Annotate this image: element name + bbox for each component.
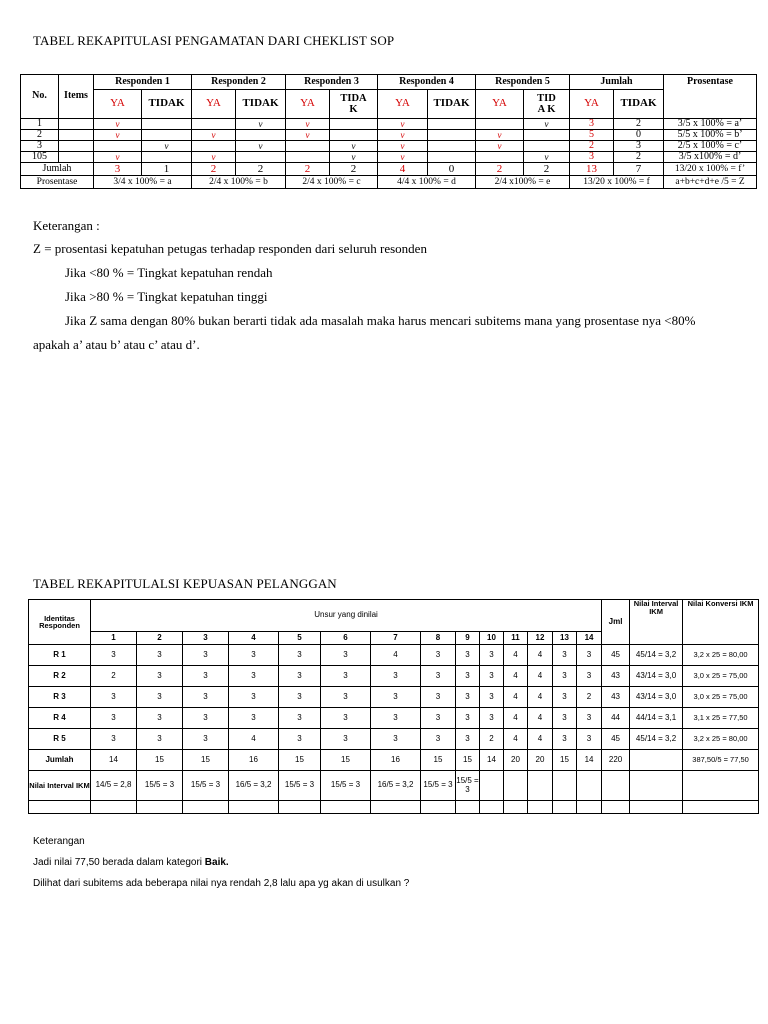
jml-cell: 44 [602, 708, 630, 729]
score-cell: 4 [528, 666, 553, 687]
keterangan-heading: Keterangan : [33, 218, 100, 233]
check-cell [330, 130, 378, 141]
score-cell: 3 [480, 666, 504, 687]
tidak-count: 3 [614, 141, 664, 152]
score-cell: 3 [553, 687, 577, 708]
check-cell: v [192, 152, 236, 163]
jumlah-cell: 15 [456, 750, 480, 771]
check-cell [192, 119, 236, 130]
score-cell: 4 [528, 729, 553, 750]
nilai-cell [553, 771, 577, 801]
nilai-cell [528, 771, 553, 801]
row-no: 105 [21, 152, 59, 163]
score-cell: 3 [577, 729, 602, 750]
tidak-count: 2 [614, 119, 664, 130]
check-cell: v [192, 130, 236, 141]
nilai-cell: 16/5 = 3,2 [229, 771, 279, 801]
empty-cell [602, 771, 630, 801]
nilai-cell: 15/5 = 3 [137, 771, 183, 801]
jumlah-cell: 2 [476, 163, 524, 176]
check-cell: v [286, 119, 330, 130]
score-cell: 3 [137, 687, 183, 708]
score-cell: 3 [229, 687, 279, 708]
jumlah-cell: 14 [480, 750, 504, 771]
score-cell: 3 [229, 666, 279, 687]
jml-cell: 45 [602, 729, 630, 750]
interval-cell: 45/14 = 3,2 [630, 645, 683, 666]
score-cell: 3 [137, 729, 183, 750]
row-no: 2 [21, 130, 59, 141]
score-cell: 3 [371, 687, 421, 708]
check-cell [330, 119, 378, 130]
unsur-number: 7 [371, 632, 421, 645]
row-items [59, 141, 94, 152]
check-cell: v [378, 141, 428, 152]
prosentase-cell: 3/4 x 100% = a [94, 176, 192, 189]
ya-header: YA [570, 90, 614, 119]
responden-label: R 1 [29, 645, 91, 666]
jumlah-cell: 15 [137, 750, 183, 771]
empty-cell [229, 801, 279, 814]
tidak-count: 2 [614, 152, 664, 163]
score-cell: 3 [421, 666, 456, 687]
kategori-baik: Baik. [204, 857, 229, 868]
score-cell: 3 [577, 645, 602, 666]
keterangan2-text: Jadi nilai 77,50 berada dalam kategori [33, 857, 205, 868]
ya-header: YA [286, 90, 330, 119]
score-cell: 3 [577, 666, 602, 687]
score-cell: 4 [229, 729, 279, 750]
sop-row [21, 119, 757, 130]
check-cell: v [94, 130, 142, 141]
score-cell: 4 [504, 708, 528, 729]
unsur-number: 6 [321, 632, 371, 645]
unsur-number: 3 [183, 632, 229, 645]
check-cell: v [524, 152, 570, 163]
score-cell: 3 [183, 687, 229, 708]
check-cell [428, 152, 476, 163]
jumlah-cell: 14 [91, 750, 137, 771]
jumlah-cell: 4 [378, 163, 428, 176]
interval-total [630, 750, 683, 771]
jumlah-cell: 20 [504, 750, 528, 771]
jumlah-cell: 14 [577, 750, 602, 771]
empty-cell [456, 801, 480, 814]
nilai-cell: 15/5 = 3 [456, 771, 480, 801]
empty-cell [683, 771, 759, 801]
score-cell: 3 [421, 687, 456, 708]
row-no: 3 [21, 141, 59, 152]
row-items [59, 152, 94, 163]
jumlah-cell: 2 [192, 163, 236, 176]
prosentase-total: a+b+c+d+e /5 = Z [664, 176, 757, 189]
row-items [59, 130, 94, 141]
empty-cell [371, 801, 421, 814]
check-cell: v [142, 141, 192, 152]
responden-label: R 5 [29, 729, 91, 750]
nilai-interval-label: Nilai Interval IKM [29, 771, 91, 801]
tidak-header: TIDAK [428, 90, 476, 119]
ya-header: YA [192, 90, 236, 119]
konversi-cell: 3,0 x 25 = 75,00 [683, 666, 759, 687]
score-cell: 3 [553, 708, 577, 729]
score-cell: 3 [577, 708, 602, 729]
unsur-number: 5 [279, 632, 321, 645]
jumlah-header: Jumlah [570, 75, 664, 90]
check-cell: v [94, 119, 142, 130]
tidak-header: TIDA K [330, 90, 378, 119]
score-cell: 3 [279, 687, 321, 708]
unsur-number: 11 [504, 632, 528, 645]
score-cell: 3 [137, 708, 183, 729]
empty-cell [183, 801, 229, 814]
prosentase-label: Prosentase [21, 176, 94, 189]
jumlah-cell: 2 [524, 163, 570, 176]
jumlah-cell: 13 [570, 163, 614, 176]
score-cell: 3 [321, 708, 371, 729]
interval-cell: 43/14 = 3,0 [630, 687, 683, 708]
row-persen: 3/5 x100% = d’ [664, 152, 757, 163]
score-cell: 3 [456, 729, 480, 750]
check-cell [286, 141, 330, 152]
empty-cell [504, 801, 528, 814]
check-cell [524, 141, 570, 152]
score-cell: 3 [456, 687, 480, 708]
nilai-cell: 15/5 = 3 [183, 771, 229, 801]
konversi-cell: 3,1 x 25 = 77,50 [683, 708, 759, 729]
prosentase-cell: 2/4 x 100% = b [192, 176, 286, 189]
check-cell [236, 130, 286, 141]
row-persen: 2/5 x 100% = c’ [664, 141, 757, 152]
score-cell: 3 [371, 708, 421, 729]
keterangan-line: apakah a’ atau b’ atau c’ atau d’. [33, 337, 200, 352]
jumlah-cell: 2 [236, 163, 286, 176]
jumlah-cell: 15 [279, 750, 321, 771]
score-cell: 3 [229, 708, 279, 729]
empty-cell [29, 801, 91, 814]
score-cell: 4 [504, 666, 528, 687]
sop-row [21, 130, 757, 141]
score-cell: 3 [91, 729, 137, 750]
identitas-header: Identitas Responden [29, 600, 91, 645]
responden-2-header: Responden 2 [192, 75, 286, 90]
check-cell [142, 119, 192, 130]
jml-total: 220 [602, 750, 630, 771]
score-cell: 3 [183, 666, 229, 687]
score-cell: 3 [371, 729, 421, 750]
blank-row [29, 801, 759, 814]
tidak-header: TIDAK [236, 90, 286, 119]
check-cell: v [236, 119, 286, 130]
responden-row [29, 687, 759, 708]
score-cell: 3 [371, 666, 421, 687]
score-cell: 4 [504, 687, 528, 708]
responden-4-header: Responden 4 [378, 75, 476, 90]
jumlah-row [21, 163, 757, 176]
jumlah-cell: 20 [528, 750, 553, 771]
check-cell [428, 141, 476, 152]
check-cell [286, 152, 330, 163]
keterangan-line: Jika Z sama dengan 80% bukan berarti tidak ada masalah maka harus mencari subitems mana yang prosentase nya <80% [65, 313, 696, 328]
ya-header: YA [378, 90, 428, 119]
score-cell: 3 [321, 729, 371, 750]
interval-header: Nilai Interval IKM [630, 600, 683, 645]
jumlah-cell: 7 [614, 163, 664, 176]
check-cell: v [236, 141, 286, 152]
sop-checklist-table [20, 74, 757, 189]
table1-title: TABEL REKAPITULASI PENGAMATAN DARI CHEKLIST SOP [33, 33, 395, 48]
unsur-header: Unsur yang dinilai [91, 600, 602, 632]
score-cell: 3 [183, 708, 229, 729]
responden-row [29, 729, 759, 750]
check-cell: v [378, 152, 428, 163]
responden-label: R 2 [29, 666, 91, 687]
ya-count: 3 [570, 152, 614, 163]
jumlah-row [29, 750, 759, 771]
score-cell: 3 [321, 687, 371, 708]
ya-count: 2 [570, 141, 614, 152]
keterangan2-line [33, 857, 229, 868]
score-cell: 3 [183, 645, 229, 666]
ya-count: 5 [570, 130, 614, 141]
sop-row [21, 152, 757, 163]
score-cell: 3 [421, 645, 456, 666]
unsur-number: 13 [553, 632, 577, 645]
score-cell: 2 [577, 687, 602, 708]
score-cell: 3 [91, 708, 137, 729]
row-persen: 3/5 x 100% = a’ [664, 119, 757, 130]
empty-cell [630, 771, 683, 801]
jumlah-cell: 2 [330, 163, 378, 176]
jumlah-cell: 15 [321, 750, 371, 771]
konversi-cell: 3,2 x 25 = 80,00 [683, 729, 759, 750]
score-cell: 4 [528, 645, 553, 666]
check-cell: v [330, 152, 378, 163]
check-cell: v [524, 119, 570, 130]
score-cell: 3 [91, 645, 137, 666]
score-cell: 3 [553, 666, 577, 687]
score-cell: 4 [371, 645, 421, 666]
responden-row [29, 666, 759, 687]
check-cell [428, 130, 476, 141]
tidak-header: TIDAK [142, 90, 192, 119]
nilai-cell [480, 771, 504, 801]
keterangan-line: Jika <80 % = Tingkat kepatuhan rendah [65, 265, 273, 280]
check-cell [142, 130, 192, 141]
score-cell: 3 [279, 645, 321, 666]
jumlah-cell: 3 [94, 163, 142, 176]
empty-cell [577, 801, 602, 814]
score-cell: 3 [279, 708, 321, 729]
check-cell [428, 119, 476, 130]
check-cell [476, 119, 524, 130]
nilai-cell: 15/5 = 3 [421, 771, 456, 801]
konversi-total: 387,50/5 = 77,50 [683, 750, 759, 771]
jumlah-cell: 15 [183, 750, 229, 771]
jumlah-label: Jumlah [29, 750, 91, 771]
jml-cell: 43 [602, 666, 630, 687]
score-cell: 3 [480, 708, 504, 729]
score-cell: 3 [480, 687, 504, 708]
score-cell: 4 [504, 645, 528, 666]
prosentase-header: Prosentase [664, 75, 757, 119]
score-cell: 3 [456, 645, 480, 666]
col-no-header: No. [21, 75, 59, 119]
konversi-cell: 3,0 x 25 = 75,00 [683, 687, 759, 708]
table2-title: TABEL REKAPITULALSI KEPUASAN PELANGGAN [33, 576, 337, 591]
empty-cell [421, 801, 456, 814]
keterangan2-line: Dilihat dari subitems ada beberapa nilai nya rendah 2,8 lalu apa yg akan di usulkan ? [33, 878, 410, 889]
keterangan-line: Jika >80 % = Tingkat kepatuhan tinggi [65, 289, 268, 304]
jumlah-cell: 16 [229, 750, 279, 771]
keterangan-line: Z = prosentasi kepatuhan petugas terhadap responden dari seluruh resonden [33, 241, 427, 256]
prosentase-row [21, 176, 757, 189]
unsur-number: 4 [229, 632, 279, 645]
score-cell: 3 [480, 645, 504, 666]
responden-label: R 4 [29, 708, 91, 729]
jumlah-cell: 1 [142, 163, 192, 176]
check-cell: v [378, 119, 428, 130]
nilai-cell [577, 771, 602, 801]
jumlah-cell: 16 [371, 750, 421, 771]
score-cell: 3 [137, 666, 183, 687]
empty-cell [321, 801, 371, 814]
nilai-cell: 15/5 = 3 [279, 771, 321, 801]
jumlah-cell: 2 [286, 163, 330, 176]
responden-1-header: Responden 1 [94, 75, 192, 90]
check-cell: v [286, 130, 330, 141]
score-cell: 4 [528, 687, 553, 708]
interval-cell: 44/14 = 3,1 [630, 708, 683, 729]
jumlah-persen: 13/20 x 100% = f’ [664, 163, 757, 176]
score-cell: 3 [456, 708, 480, 729]
score-cell: 3 [137, 645, 183, 666]
check-cell: v [94, 152, 142, 163]
col-items-header: Items [59, 75, 94, 119]
nilai-cell [504, 771, 528, 801]
unsur-number: 2 [137, 632, 183, 645]
check-cell [94, 141, 142, 152]
empty-cell [553, 801, 577, 814]
prosentase-cell: 4/4 x 100% = d [378, 176, 476, 189]
check-cell [236, 152, 286, 163]
score-cell: 3 [91, 687, 137, 708]
check-cell [524, 130, 570, 141]
score-cell: 2 [91, 666, 137, 687]
check-cell [476, 152, 524, 163]
jumlah-cell: 0 [428, 163, 476, 176]
score-cell: 3 [421, 729, 456, 750]
prosentase-cell: 13/20 x 100% = f [570, 176, 664, 189]
empty-cell [630, 801, 683, 814]
unsur-number: 12 [528, 632, 553, 645]
konversi-cell: 3,2 x 25 = 80,00 [683, 645, 759, 666]
prosentase-cell: 2/4 x 100% = c [286, 176, 378, 189]
unsur-number: 1 [91, 632, 137, 645]
row-no: 1 [21, 119, 59, 130]
prosentase-cell: 2/4 x100% = e [476, 176, 570, 189]
unsur-number: 14 [577, 632, 602, 645]
jumlah-cell: 15 [553, 750, 577, 771]
unsur-number: 9 [456, 632, 480, 645]
nilai-cell: 15/5 = 3 [321, 771, 371, 801]
check-cell [142, 152, 192, 163]
score-cell: 3 [229, 645, 279, 666]
empty-cell [683, 801, 759, 814]
tidak-header: TIDA K [524, 90, 570, 119]
responden-row [29, 708, 759, 729]
nilai-interval-row [29, 771, 759, 801]
check-cell: v [378, 130, 428, 141]
ya-header: YA [476, 90, 524, 119]
score-cell: 3 [553, 645, 577, 666]
responden-row [29, 645, 759, 666]
score-cell: 3 [321, 645, 371, 666]
unsur-number: 8 [421, 632, 456, 645]
empty-cell [480, 801, 504, 814]
check-cell: v [330, 141, 378, 152]
jumlah-cell: 15 [421, 750, 456, 771]
score-cell: 3 [279, 666, 321, 687]
jml-cell: 43 [602, 687, 630, 708]
unsur-number: 10 [480, 632, 504, 645]
score-cell: 4 [528, 708, 553, 729]
score-cell: 2 [480, 729, 504, 750]
check-cell: v [476, 141, 524, 152]
keterangan2-heading: Keterangan [33, 836, 85, 847]
score-cell: 3 [456, 666, 480, 687]
check-cell [192, 141, 236, 152]
score-cell: 3 [183, 729, 229, 750]
jml-cell: 45 [602, 645, 630, 666]
interval-cell: 45/14 = 3,2 [630, 729, 683, 750]
nilai-cell: 14/5 = 2,8 [91, 771, 137, 801]
check-cell: v [476, 130, 524, 141]
score-cell: 3 [553, 729, 577, 750]
empty-cell [279, 801, 321, 814]
empty-cell [137, 801, 183, 814]
ya-count: 3 [570, 119, 614, 130]
row-items [59, 119, 94, 130]
jml-header: Jml [602, 600, 630, 645]
nilai-cell: 16/5 = 3,2 [371, 771, 421, 801]
score-cell: 4 [504, 729, 528, 750]
interval-cell: 43/14 = 3,0 [630, 666, 683, 687]
score-cell: 3 [321, 666, 371, 687]
score-cell: 3 [279, 729, 321, 750]
kepuasan-table [28, 599, 759, 814]
tidak-count: 0 [614, 130, 664, 141]
score-cell: 3 [421, 708, 456, 729]
responden-label: R 3 [29, 687, 91, 708]
responden-5-header: Responden 5 [476, 75, 570, 90]
row-persen: 5/5 x 100% = b’ [664, 130, 757, 141]
responden-3-header: Responden 3 [286, 75, 378, 90]
tidak-header: TIDAK [614, 90, 664, 119]
konversi-header: Nilai Konversi IKM [683, 600, 759, 645]
empty-cell [91, 801, 137, 814]
jumlah-label: Jumlah [21, 163, 94, 176]
sop-row [21, 141, 757, 152]
empty-cell [528, 801, 553, 814]
empty-cell [602, 801, 630, 814]
ya-header: YA [94, 90, 142, 119]
